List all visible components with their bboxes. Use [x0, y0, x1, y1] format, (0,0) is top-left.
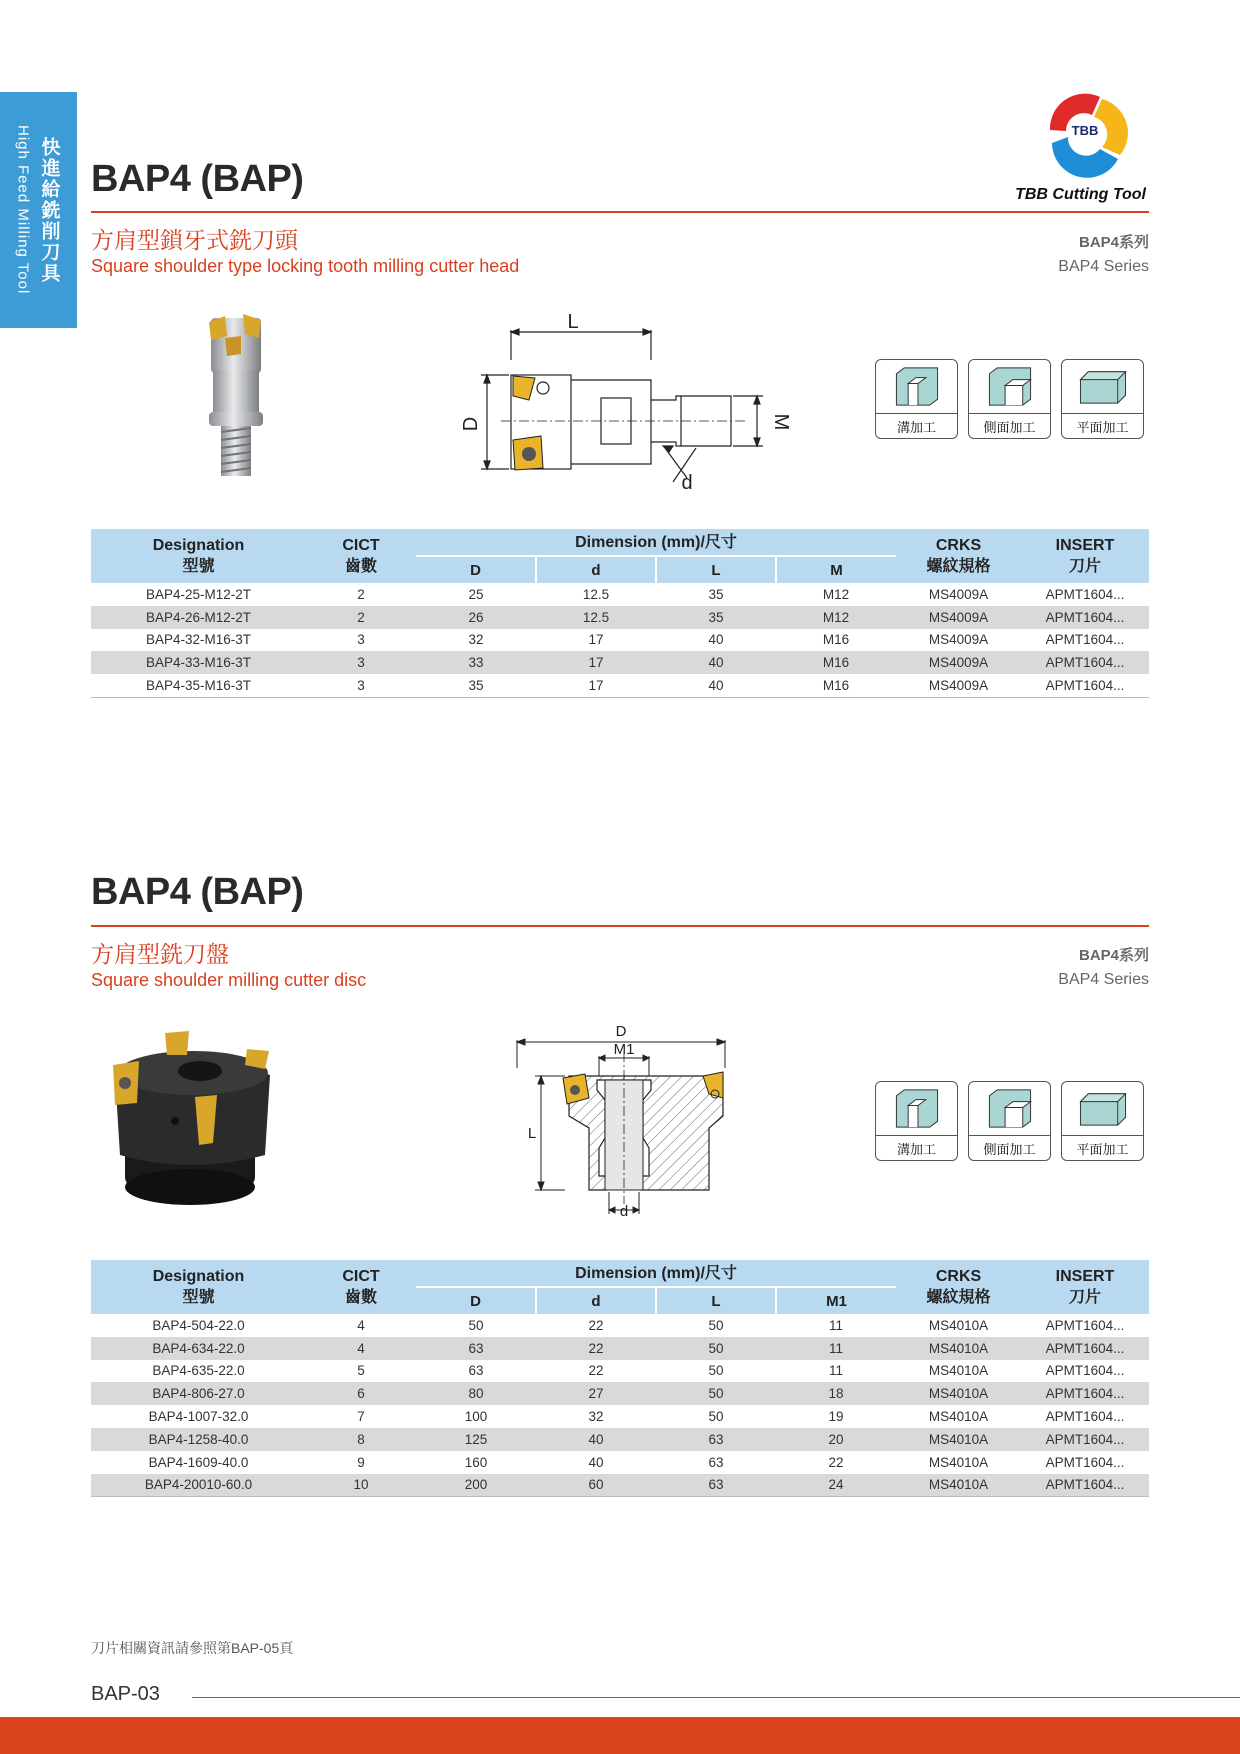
dim-label-d: d — [619, 1203, 629, 1220]
table-cell: 22 — [828, 1454, 844, 1470]
table-cell: 20 — [776, 1428, 896, 1451]
table-cell: BAP4-25-M12-2T — [145, 586, 252, 602]
table-cell: MS4010A — [896, 1337, 1021, 1360]
table-cell: MS4010A — [928, 1409, 989, 1425]
dim-label-D: D — [460, 416, 482, 432]
header-dim-D: D — [416, 556, 536, 583]
table-cell: APMT1604... — [1045, 1454, 1125, 1470]
header-dim-L: L — [656, 1287, 776, 1314]
table-cell: MS4010A — [928, 1317, 989, 1333]
table-cell: 8 — [306, 1428, 416, 1451]
table-cell: 50 — [708, 1317, 724, 1333]
table-cell: 27 — [536, 1382, 656, 1405]
header-dim-D: D — [416, 1287, 536, 1314]
header-dimension: Dimension (mm)/尺寸 — [416, 529, 896, 556]
table-cell: BAP4-33-M16-3T — [91, 651, 306, 674]
header-crks: CRKS 螺紋規格 — [896, 529, 1021, 583]
table-cell: APMT1604... — [1045, 1363, 1125, 1379]
table-cell: APMT1604... — [1021, 1382, 1149, 1405]
logo-letters: TBB — [1071, 123, 1099, 138]
series-zh: BAP4系列 — [1078, 234, 1149, 251]
table-cell: APMT1604... — [1021, 606, 1149, 629]
table-row — [91, 1405, 1149, 1428]
table-cell: BAP4-635-22.0 — [152, 1363, 245, 1379]
table-cell: 50 — [468, 1317, 484, 1333]
table-row — [91, 1428, 1149, 1451]
subtitle-en: Square shoulder milling cutter disc — [91, 970, 367, 990]
table-cell: 22 — [536, 1337, 656, 1360]
process-icons — [875, 1081, 1144, 1161]
table-cell: 40 — [536, 1428, 656, 1451]
series-en: BAP4 Series — [1058, 971, 1149, 988]
table-cell: 17 — [536, 651, 656, 674]
subtitle-zh: 方肩型銑刀盤 — [91, 941, 229, 967]
table-cell: APMT1604... — [1045, 632, 1125, 648]
table-cell: 6 — [306, 1382, 416, 1405]
table-row — [91, 1337, 1149, 1360]
cutter-disc-photo — [105, 1025, 285, 1215]
table-cell: APMT1604... — [1021, 1428, 1149, 1451]
header-dim-L: L — [656, 556, 776, 583]
header-dim-M: M — [776, 556, 896, 583]
table-cell: 11 — [776, 1337, 896, 1360]
subtitle-zh: 方肩型鎖牙式銑刀頭 — [91, 227, 298, 253]
spec-table — [91, 1260, 1149, 1497]
table-cell: 125 — [416, 1428, 536, 1451]
table-cell: MS4010A — [896, 1382, 1021, 1405]
table-cell: 7 — [357, 1409, 365, 1425]
header-insert: INSERT 刀片 — [1021, 1260, 1149, 1314]
footer-bar — [0, 1717, 1240, 1754]
table-cell: 40 — [656, 674, 776, 697]
side-category-tab — [0, 92, 77, 328]
subtitle-en: Square shoulder type locking tooth milling cutter head — [91, 256, 520, 276]
table-row — [91, 1360, 1149, 1383]
table-cell: BAP4-1258-40.0 — [91, 1428, 306, 1451]
table-cell: 100 — [464, 1409, 488, 1425]
dim-label-D: D — [615, 1023, 627, 1040]
dim-label-L: L — [567, 311, 579, 333]
section-divider — [91, 925, 1149, 927]
table-cell: 50 — [708, 1409, 724, 1425]
table-cell: 19 — [828, 1409, 844, 1425]
table-cell: MS4009A — [896, 674, 1021, 697]
table-cell: 63 — [656, 1474, 776, 1497]
table-cell: M16 — [776, 674, 896, 697]
table-cell: APMT1604... — [1045, 1409, 1125, 1425]
table-cell: M16 — [776, 651, 896, 674]
table-cell: 17 — [588, 632, 604, 648]
table-cell: APMT1604... — [1045, 1317, 1125, 1333]
dim-label-d: d — [681, 472, 693, 494]
table-cell: MS4010A — [896, 1474, 1021, 1497]
series-en: BAP4 Series — [1058, 258, 1149, 275]
table-cell: 63 — [656, 1428, 776, 1451]
table-cell: 40 — [708, 632, 724, 648]
series-zh: BAP4系列 — [1078, 947, 1149, 964]
footer-divider — [192, 1697, 1240, 1698]
table-cell: 4 — [357, 1317, 365, 1333]
header-cict: CICT 齒數 — [306, 529, 416, 583]
process-label: 側面加工 — [969, 413, 1050, 436]
section-title: BAP4 (BAP) — [91, 158, 304, 200]
header-designation: Designation 型號 — [91, 1260, 306, 1314]
table-cell: 35 — [656, 606, 776, 629]
header-dim-M1: M1 — [776, 1287, 896, 1314]
section-title: BAP4 (BAP) — [91, 871, 304, 913]
table-cell: 9 — [357, 1454, 365, 1470]
table-cell: 63 — [416, 1337, 536, 1360]
table-cell: 24 — [776, 1474, 896, 1497]
table-cell: 35 — [416, 674, 536, 697]
table-cell: M16 — [822, 632, 850, 648]
table-cell: 33 — [416, 651, 536, 674]
process-slot — [875, 1081, 958, 1161]
table-cell: 17 — [536, 674, 656, 697]
table-cell: MS4010A — [928, 1454, 989, 1470]
table-cell: 35 — [708, 586, 724, 602]
table-cell: 50 — [656, 1337, 776, 1360]
table-cell: MS4009A — [928, 586, 989, 602]
table-cell: 18 — [776, 1382, 896, 1405]
table-cell: BAP4-26-M12-2T — [91, 606, 306, 629]
table-cell: 3 — [357, 632, 365, 648]
header-dimension: Dimension (mm)/尺寸 — [416, 1260, 896, 1287]
header-dim-d: d — [536, 556, 656, 583]
cutter-disc-drawing — [491, 1018, 821, 1223]
table-cell: 10 — [306, 1474, 416, 1497]
table-cell: BAP4-504-22.0 — [152, 1317, 245, 1333]
table-cell: 60 — [536, 1474, 656, 1497]
table-cell: 32 — [588, 1409, 604, 1425]
process-face — [1061, 1081, 1144, 1161]
table-cell: 4 — [306, 1337, 416, 1360]
table-cell: APMT1604... — [1021, 651, 1149, 674]
table-cell: BAP4-1007-32.0 — [148, 1409, 249, 1425]
header-cict: CICT 齒數 — [306, 1260, 416, 1314]
table-cell: BAP4-20010-60.0 — [91, 1474, 306, 1497]
table-cell: 5 — [357, 1363, 365, 1379]
table-cell: MS4009A — [896, 606, 1021, 629]
dim-label-L: L — [527, 1125, 537, 1142]
dim-label-M: M — [770, 413, 792, 431]
table-cell: 22 — [588, 1317, 604, 1333]
table-cell: 3 — [306, 651, 416, 674]
slot-machining-icon — [888, 1082, 946, 1131]
table-cell: BAP4-806-27.0 — [91, 1382, 306, 1405]
table-cell: 2 — [357, 586, 365, 602]
insert-reference-note: 刀片相關資訊請參照第BAP-05頁 — [91, 1640, 294, 1656]
table-cell: 63 — [708, 1454, 724, 1470]
side-machining-icon — [981, 1082, 1039, 1131]
table-cell: 63 — [468, 1363, 484, 1379]
table-cell: 80 — [416, 1382, 536, 1405]
section-cutter-disc — [91, 0, 1149, 1500]
table-cell: M12 — [776, 606, 896, 629]
table-cell: MS4010A — [928, 1363, 989, 1379]
table-cell: BAP4-1609-40.0 — [148, 1454, 249, 1470]
face-machining-icon — [1074, 1082, 1132, 1131]
brand-name: TBB Cutting Tool — [1015, 186, 1146, 203]
page-number: BAP-03 — [91, 1683, 160, 1705]
table-cell: APMT1604... — [1045, 586, 1125, 602]
table-row — [91, 1382, 1149, 1405]
table-cell: BAP4-32-M16-3T — [145, 632, 252, 648]
table-cell: MS4009A — [928, 632, 989, 648]
table-row — [91, 1474, 1149, 1497]
process-label: 溝加工 — [876, 1135, 957, 1158]
header-dim-d: d — [536, 1287, 656, 1314]
table-cell: APMT1604... — [1021, 1337, 1149, 1360]
table-cell: BAP4-35-M16-3T — [91, 674, 306, 697]
side-tab-en: High Feed Milling Tool — [14, 125, 32, 295]
table-cell: 2 — [306, 606, 416, 629]
table-cell: 11 — [828, 1363, 843, 1379]
header-designation: Designation 型號 — [91, 529, 306, 583]
table-cell: MS4009A — [896, 651, 1021, 674]
header-crks: CRKS 螺紋規格 — [896, 1260, 1021, 1314]
process-label: 平面加工 — [1062, 1135, 1143, 1158]
table-cell: M12 — [822, 586, 850, 602]
header-insert: INSERT 刀片 — [1021, 529, 1149, 583]
table-cell: APMT1604... — [1021, 1474, 1149, 1497]
table-cell: 11 — [828, 1317, 843, 1333]
side-tab-zh: 快進給銑削刀具 — [38, 136, 60, 284]
dim-label-M1: M1 — [613, 1041, 635, 1058]
process-label: 溝加工 — [876, 413, 957, 436]
process-label: 平面加工 — [1062, 413, 1143, 436]
table-cell: APMT1604... — [1021, 674, 1149, 697]
table-row — [91, 1314, 1149, 1337]
table-cell: 40 — [588, 1454, 604, 1470]
table-cell: 40 — [656, 651, 776, 674]
table-cell: 160 — [464, 1454, 488, 1470]
table-cell: BAP4-634-22.0 — [91, 1337, 306, 1360]
table-row — [91, 1451, 1149, 1474]
table-cell: 32 — [468, 632, 484, 648]
table-cell: 12.5 — [582, 586, 610, 602]
table-cell: 26 — [416, 606, 536, 629]
table-cell: 12.5 — [536, 606, 656, 629]
table-cell: 3 — [306, 674, 416, 697]
table-cell: 50 — [656, 1382, 776, 1405]
table-cell: 25 — [468, 586, 484, 602]
table-cell: 22 — [588, 1363, 604, 1379]
table-cell: 200 — [416, 1474, 536, 1497]
process-side — [968, 1081, 1051, 1161]
table-cell: 50 — [708, 1363, 724, 1379]
table-cell: MS4010A — [896, 1428, 1021, 1451]
process-label: 側面加工 — [969, 1135, 1050, 1158]
